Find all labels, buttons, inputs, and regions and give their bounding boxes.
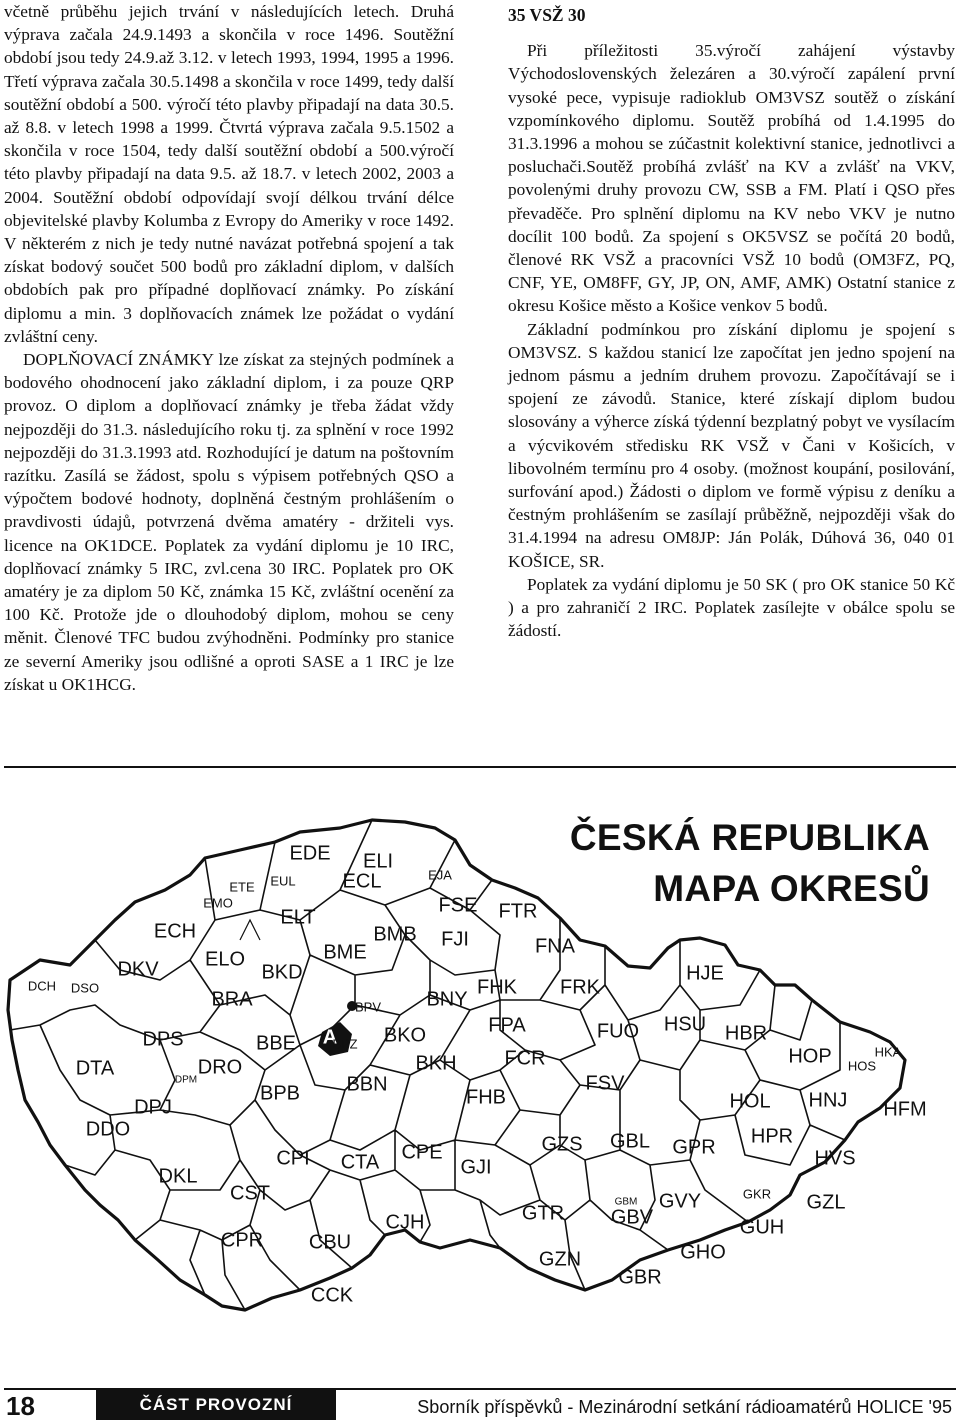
district-label-gpr: GPR [672,1136,716,1159]
district-label-gji: GJI [460,1156,492,1179]
left-paragraph-2: DOPLŇOVACÍ ZNÁMKY lze získat za stejných podmínek a bodového ohodnocení jako základní diplom, i za pouze QRP provoz. O diplom a doplňovací známky je třeba žádat vždy nejpozději do 31.3. následujícího roku tj. za splnění v roce 1992 nejpozději do 31.3.1993 atd. Rozhodující je datum na poštovním razítku. Zasílá se žádost, spolu s výpisem potřebných QSO a výpočtem bodové hodnoty, doplněná čestným prohlášením o pravdivosti údajů, potvrzená dvěma amatéry - držiteli vys. licence na OK1DCE. Poplatek za vydání diplomu je 10 IRC, doplňovací známky 5 IRC, zvl.cena 30 IRC. Poplatek pro OK amatéry je za diplom 50 Kč, známka 15 Kč, zvláštní ocenění za 100 Kč. Protože jde o dlouhodobý diplom, mohou se ceny měnit. Členové TFC budou zvýhodněni. Podmínky pro stanice ze severní Ameriky jsou odlišné a oproti SASE a 1 IRC je lze získat u OK1HCG. [4,350,454,694]
district-label-frk: FRK [560,976,600,999]
district-label-bme: BME [323,941,367,964]
district-label-elo: ELO [204,948,246,971]
left-text-column [4,0,454,696]
district-label-hfm: HFM [883,1098,927,1121]
district-label-fji: FJI [441,928,469,951]
district-label-eja: EJA [428,867,452,883]
district-label-cpi: CPI [276,1147,310,1170]
right-text-column [508,4,955,642]
district-label-fsv: FSV [585,1072,625,1095]
district-label-dps: DPS [142,1028,184,1051]
district-label-ddo: DDO [85,1118,131,1141]
right-paragraph-1: Při příležitosti 35.výročí zahájení výstavby Východoslovenských železáren a 30.výročí zapálení první vysoké pece, vypisuje radioklub OM3VSZ soutěž o získání vzpomínkového diplomu. Soutěž probíhá od 1.4.1995 do 31.3.1996 a mohou se zúčastnit kolektivní stanice, jednotlivci a posluchači.Soutěž probíhá zvlášť na KV a zvlášť na VKV, povolenými druhy provozu CW, SSB a FM. Platí i QSO přes převaděče. Pro splnění diplomu na KV nebo VKV je nutno docílit 100 bodů. Za spojení s OK5VSZ se počítá 20 bodů, členové RK VSŽ a pracovníci VSŽ 10 bodů (OM3FZ, PQ, CNF, YE, OM8FF, GY, JP, ON, AMF, AMK) Ostatní stanice z okresu Košice město a Košice venkov 5 bodů. [508,41,955,316]
district-label-bpv: BPV [354,999,382,1015]
district-label-fna: FNA [535,935,575,958]
publication-title: Sborník příspěvků - Mezinárodní setkání rádioamatérů HOLICE '95 [417,1397,952,1417]
district-label-emo: EMO [203,895,233,911]
district-label-dkv: DKV [117,958,159,981]
district-label-bny: BNY [426,988,468,1011]
district-label-fuo: FUO [596,1020,640,1043]
district-label-cjh: CJH [385,1211,425,1234]
district-label-hje: HJE [686,962,724,985]
district-label-elt: ELT [280,906,316,929]
district-label-gbv: GBV [610,1206,654,1229]
district-label-gzs: GZS [541,1133,583,1156]
district-label-bkd: BKD [261,961,303,984]
district-label-gtr: GTR [521,1202,565,1225]
district-label-dso: DSO [70,980,100,996]
district-label-cck: CCK [310,1284,354,1307]
district-label-eli: ELI [362,850,394,873]
district-label-dkl: DKL [158,1165,198,1188]
district-label-gzl: GZL [806,1191,846,1214]
district-label-dpm: DPM [174,1074,198,1086]
right-paragraph-2: Základní podmínkou pro získání diplomu je spojení s OM3VSZ. S každou stanicí lze započítat jen jedno spojení na jednom pásmu a jedním druhem provozu. Započítávají se i spojení ze závodů. Stanice, které získají diplom budou slosovány a výherce získá týdenní bezplatný pobyt ve vysílacím a výcvikovém středisku RK VSŽ v Čani v Košicích, v libovolném termínu pro 4 osoby. (možnost koupání, posilování, surfování apod.) Žádosti o diplom ve formě výpisu z deníku a čestným prohlášením se zasílají průběžně, nejpozději však do 31.4.1994 na adresu OM8JP: Ján Polák, Dúhová 36, 040 01 KOŠICE, SR. [508,319,955,571]
district-label-gbl: GBL [609,1130,651,1153]
district-label-dro: DRO [197,1056,243,1079]
district-label-fhb: FHB [466,1086,506,1109]
district-label-hnj: HNJ [808,1089,848,1112]
district-label-bpb: BPB [259,1082,301,1105]
district-label-gbm: GBM [614,1196,638,1208]
section-heading: 35 VSŽ 30 [508,5,586,25]
section-label: ČÁST PROVOZNÍ [96,1390,336,1420]
district-label-a: A [322,1026,338,1049]
district-label-cst: CST [230,1182,270,1205]
district-label-ftr: FTR [498,900,538,923]
map-title-line1: ČESKÁ REPUBLIKA [569,817,930,858]
district-label-cpe: CPE [401,1141,443,1164]
section-divider [4,766,956,768]
district-label-ete: ETE [229,879,255,895]
district-label-eul: EUL [270,873,296,889]
district-label-fse: FSE [438,894,478,917]
district-label-bko: BKO [383,1024,427,1047]
district-label-fcr: FCR [504,1047,546,1070]
district-label-dpj: DPJ [134,1096,172,1119]
district-label-guh: GUH [739,1216,785,1239]
district-label-fhk: FHK [477,976,517,999]
district-label-gzn: GZN [538,1248,582,1271]
district-label-bkh: BKH [415,1052,457,1075]
district-label-hsu: HSU [663,1013,707,1036]
district-label-dch: DCH [27,978,57,994]
district-label-hpr: HPR [750,1125,794,1148]
district-label-hka: HKA [874,1044,902,1060]
district-label-gvy: GVY [658,1190,702,1213]
district-label-hop: HOP [788,1045,832,1068]
district-label-bpz: BPZ [332,1036,358,1052]
district-label-hvs: HVS [814,1147,856,1170]
right-paragraph-3: Poplatek za vydání diplomu je 50 SK ( pro OK stanice 50 Kč ) a pro zahraničí 2 IRC. Poplatek zasílejte v obálce spolu se žádostí. [508,574,955,641]
district-label-gkr: GKR [742,1186,772,1202]
left-paragraph-1: včetně průběhu jejich trvání v následujících letech. Druhá výprava začala 24.9.1493 a skončila v roce 1496. Soutěžní období jsou tedy 24.9.až 3.12. v letech 1993, 1994, 1995 a 1996. Třetí výprava začala 30.5.1498 a skončila v roce 1499, tedy další soutěžní období a 500. výročí této plavby připadají na data 30.5. až 8.8. v letech 1998 a 1999. Čtvrtá výprava začala 9.5.1502 a skončila v roce 1504, tedy další soutěžní období a 500.výročí této plavby připadají na data 9.5. až 18.7. v letech 2002, 2003 a 2004. Soutěžní období odpovídají svojí délkou trvání délce objevitelské plavby Kolumba z Evropy do Ameriky v roce 1492. V některém z nich je tedy nutné navázat potřebná spojení a tak získat bodový součet 500 bodů pro základní diplom, v dalších obdobích pak pro případné doplňovací známky. Po získání diplomu a min. 3 doplňovacích známek lze požádat o vydání zvláštní ceny. [4,2,454,346]
map-title-line2: MAPA OKRESŮ [653,868,930,909]
district-label-bbn: BBN [346,1073,388,1096]
district-label-ecl: ECL [342,870,382,893]
district-label-cpr: CPR [220,1229,264,1252]
map-title [570,812,930,914]
district-label-bbe: BBE [255,1032,297,1055]
district-label-gho: GHO [680,1241,726,1264]
district-label-gbr: GBR [618,1266,662,1289]
district-label-bmb: BMB [373,923,417,946]
district-label-cta: CTA [340,1151,380,1174]
district-label-ech: ECH [153,920,197,943]
district-label-dta: DTA [75,1057,115,1080]
district-label-bra: BRA [211,988,253,1011]
page-number: 18 [6,1391,35,1421]
district-label-fpa: FPA [488,1014,526,1037]
district-label-hbr: HBR [724,1022,768,1045]
emo-marker [240,920,260,940]
district-label-hos: HOS [847,1058,877,1074]
district-label-ede: EDE [289,842,331,865]
district-label-cbu: CBU [308,1231,352,1254]
district-label-hol: HOL [729,1090,771,1113]
